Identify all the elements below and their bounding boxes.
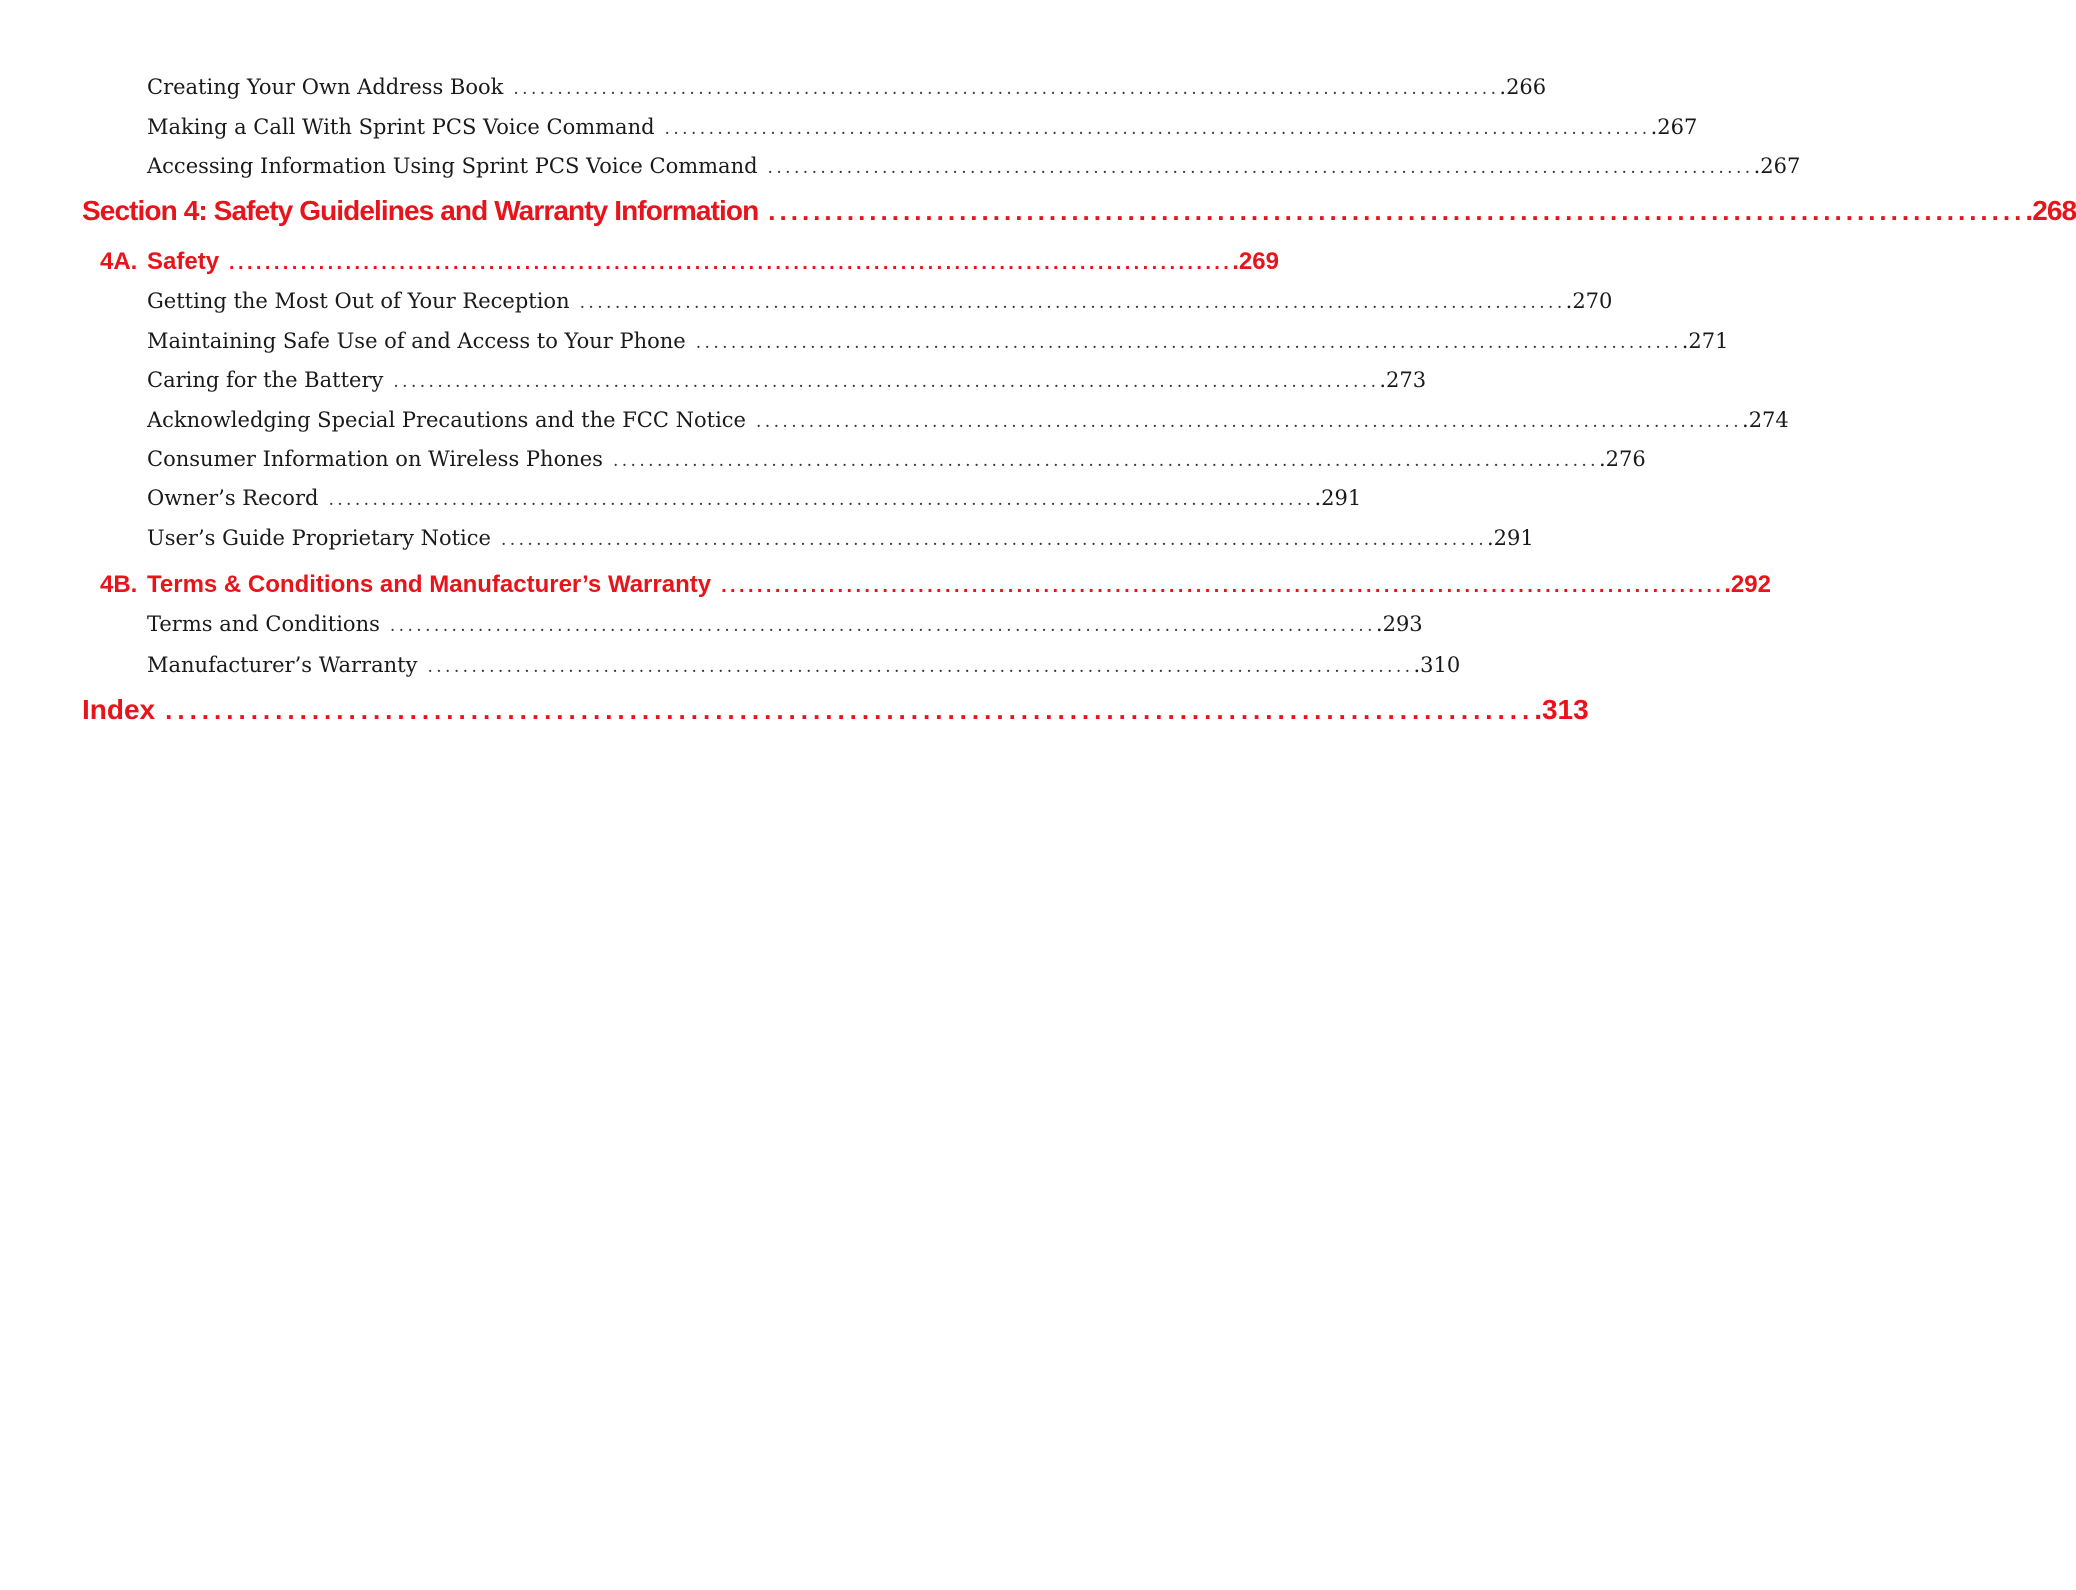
toc-entry[interactable] [147, 447, 1646, 471]
dot-leader: ................................................................................................................ [500, 530, 1487, 550]
toc-entry[interactable] [147, 526, 1534, 550]
index-title: Index [82, 694, 156, 725]
toc-section-heading[interactable] [82, 195, 2076, 227]
toc-entry-label: User’s Guide Proprietary Notice [147, 526, 491, 550]
dot-leader: ................................................................................................................ [389, 616, 1376, 636]
dot-leader: ................................................................................................................ [612, 451, 1599, 471]
toc-chapter-heading[interactable] [100, 571, 1771, 599]
toc-entry-page: .266 [1499, 75, 1547, 99]
toc-entry-label: Owner’s Record [147, 486, 319, 510]
chapter-number: 4A. [100, 248, 138, 275]
toc-entry-page: .276 [1598, 447, 1646, 471]
toc-entry[interactable] [147, 154, 1801, 178]
chapter-title: Safety [147, 248, 220, 275]
toc-entry[interactable] [147, 329, 1729, 353]
dot-leader: ................................................................................................................ [664, 119, 1651, 139]
toc-entry-label: Caring for the Battery [147, 368, 384, 392]
toc-entry[interactable] [147, 408, 1789, 432]
toc-entry-label: Terms and Conditions [147, 612, 380, 636]
toc-entry-page: .273 [1379, 368, 1427, 392]
dot-leader: ................................................................................................................ [393, 372, 1380, 392]
toc-entry-page: .293 [1375, 612, 1423, 636]
toc-entry[interactable] [147, 486, 1362, 510]
toc-entry[interactable] [147, 289, 1613, 313]
toc-entry-label: Creating Your Own Address Book [147, 75, 504, 99]
toc-chapter-heading[interactable] [100, 248, 1279, 276]
toc-entry-label: Acknowledging Special Precautions and the FCC Notice [147, 408, 746, 432]
toc-entry[interactable] [147, 368, 1427, 392]
toc-entry-page: .291 [1314, 486, 1362, 510]
chapter-page: .292 [1724, 571, 1771, 598]
toc-entry-label: Manufacturer’s Warranty [147, 653, 418, 677]
toc-entry-label: Consumer Information on Wireless Phones [147, 447, 603, 471]
dot-leader: ................................................................................................................ [767, 158, 1754, 178]
dot-leader: ................................................................................................................ [427, 657, 1414, 677]
dot-leader: ................................................................................................................ [229, 252, 1233, 274]
chapter-page: .269 [1232, 248, 1279, 275]
dot-leader: ................................................................................................................ [579, 293, 1566, 313]
toc-index-heading[interactable] [82, 694, 1589, 726]
toc-entry-label: Making a Call With Sprint PCS Voice Command [147, 115, 655, 139]
section-page: .268 [2025, 195, 2076, 226]
toc-entry-page: .310 [1413, 653, 1461, 677]
toc-entry[interactable] [147, 75, 1547, 99]
index-page: .313 [1534, 694, 1589, 725]
toc-entry-page: .274 [1742, 408, 1789, 432]
toc-entry-page: .267 [1650, 115, 1698, 139]
toc-entry-page: .267 [1753, 154, 1801, 178]
dot-leader: ................................................................................................................ [695, 333, 1682, 353]
toc-entry[interactable] [147, 653, 1461, 677]
section-title: Section 4: Safety Guidelines and Warranty Information [82, 195, 759, 226]
chapter-title: Terms & Conditions and Manufacturer’s Warranty [147, 571, 712, 598]
dot-leader: ................................................................................................................ [768, 196, 2026, 226]
dot-leader: ................................................................................................................ [328, 490, 1315, 510]
dot-leader: ................................................................................................................ [721, 575, 1725, 597]
toc-entry-label: Maintaining Safe Use of and Access to Your Phone [147, 329, 686, 353]
chapter-number: 4B. [100, 571, 138, 598]
toc-entry[interactable] [147, 115, 1698, 139]
toc-entry-page: .271 [1681, 329, 1729, 353]
toc-entry-page: .270 [1565, 289, 1613, 313]
dot-leader: ................................................................................................................ [165, 695, 1535, 725]
toc-entry-label: Getting the Most Out of Your Reception [147, 289, 570, 313]
toc-entry-label: Accessing Information Using Sprint PCS Voice Command [147, 154, 758, 178]
dot-leader: ................................................................................................................ [513, 79, 1500, 99]
toc-entry-page: .291 [1487, 526, 1534, 550]
toc-entry[interactable] [147, 612, 1423, 636]
dot-leader: ................................................................................................................ [755, 412, 1743, 432]
